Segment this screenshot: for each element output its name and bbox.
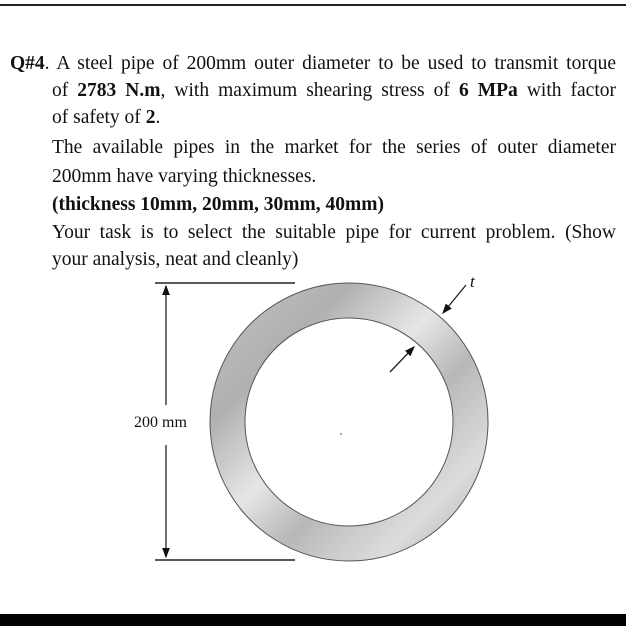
- question-line-4: The available pipes in the market for the series of outer diameter: [52, 137, 616, 158]
- question-line-1: Q#4. A steel pipe of 200mm outer diameter to be used to transmit torque: [10, 53, 616, 74]
- thickness-label: t: [470, 272, 475, 291]
- question-line-7: Your task is to select the suitable pipe for current problem. (Show: [52, 222, 616, 243]
- thickness-arrow-outer: [443, 285, 466, 313]
- question-line-3: of safety of 2.: [52, 107, 161, 128]
- safety-factor-value: 2: [145, 107, 156, 128]
- thickness-arrow-inner: [390, 347, 414, 372]
- thickness-options: thickness 10mm, 20mm, 30mm, 40mm: [58, 194, 378, 215]
- stress-value: 6 MPa: [458, 80, 518, 101]
- pipe-ring: [210, 283, 488, 561]
- bottom-bar: [0, 614, 626, 626]
- center-dot: [340, 433, 342, 435]
- question-line-6: (thickness 10mm, 20mm, 30mm, 40mm): [52, 194, 385, 215]
- question-number: Q#4: [10, 53, 45, 74]
- question-line-5: 200mm have varying thicknesses.: [52, 166, 317, 187]
- question-line-2: of 2783 N.m, with maximum shearing stress of 6 MPa with factor: [52, 80, 617, 101]
- torque-value: 2783 N.m: [77, 80, 161, 101]
- question-line-8: your analysis, neat and cleanly): [52, 249, 299, 270]
- diameter-label: 200 mm: [134, 412, 187, 434]
